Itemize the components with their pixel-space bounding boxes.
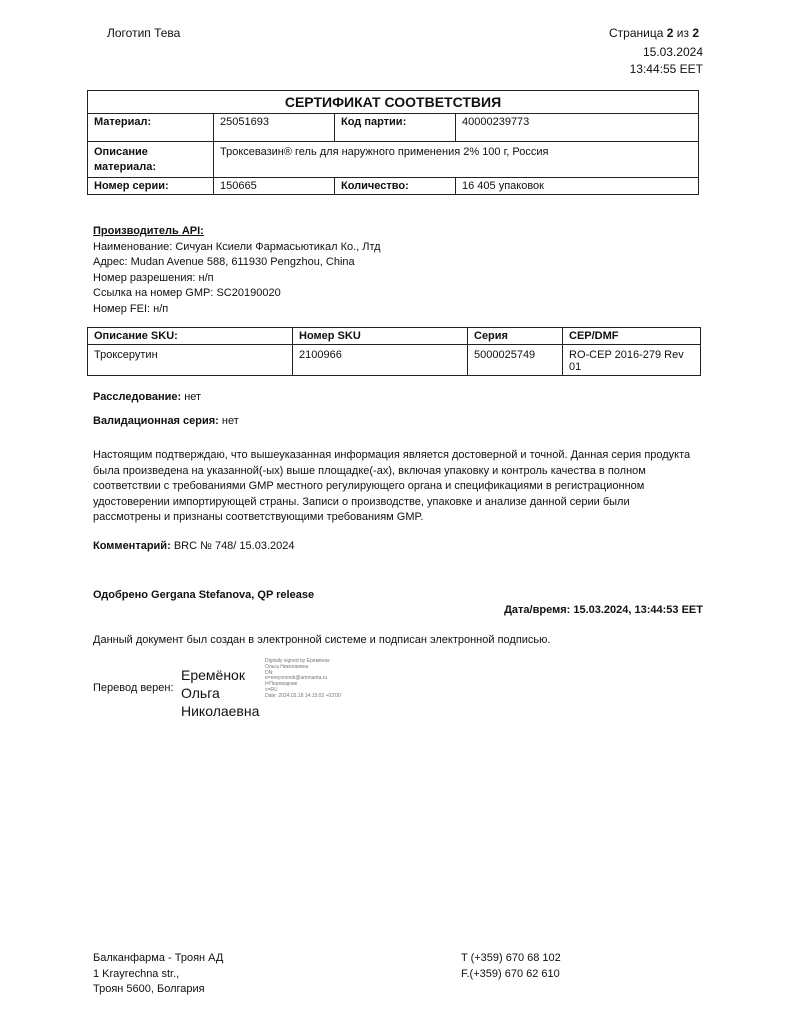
series-label: Номер серии:	[88, 178, 214, 195]
translator-patronymic: Николаевна	[181, 703, 260, 719]
batch-code-value: 40000239773	[456, 114, 699, 142]
sku-header-number: Номер SKU	[293, 328, 468, 345]
investigation-value: нет	[184, 391, 202, 403]
investigation-line	[93, 391, 201, 403]
api-producer-heading: Производитель API:	[93, 225, 204, 237]
sku-header-cep: CEP/DMF	[563, 328, 701, 345]
footer-contacts	[461, 951, 561, 982]
api-producer-name: Наименование: Сичуан Ксиели Фармасьютикал Ко., Лтд	[93, 240, 381, 253]
quantity-value: 16 405 упаковок	[456, 178, 699, 195]
electronic-note: Данный документ был создан в электронной системе и подписан электронной подписью.	[93, 634, 551, 646]
validation-line	[93, 415, 239, 427]
batch-code-label: Код партии:	[335, 114, 456, 142]
comment-line	[93, 540, 294, 552]
footer-city: Троян 5600, Болгария	[93, 983, 205, 995]
translation-label: Перевод верен:	[93, 682, 174, 694]
api-permit-number: Номер разрешения: н/п	[93, 271, 214, 284]
statement-paragraph: Настоящим подтверждаю, что вышеуказанная информация является достоверной и точной. Данная серия продукта была произведена на указанной(-ых) выше площадке(-ах), включая упаковку и контроль качества в полном соответствии с требованиями GMP местного регулирующего органа и спецификациями в регистрационном удостоверении импортирующей страны. Записи о производстве, упаковке и анализе данной серии были рассмотрены и признаны соответствующими требованиям GMP.	[93, 449, 691, 523]
footer-phone: T (+359) 670 68 102	[461, 952, 561, 964]
page-number	[609, 26, 699, 40]
sku-header-description: Описание SKU:	[88, 328, 293, 345]
digital-signature-details: Digitally signed by Еремёнок Ольга Николаевна DN: e=ereyomnok@ammanta.ru t=Переводчик c=RU Date: 2024.03.18 14:15:02 +03'00'	[265, 658, 342, 699]
material-label: Материал:	[88, 114, 214, 142]
validation-label: Валидационная серия:	[93, 415, 219, 427]
sku-cep: RO-CEP 2016-279 Rev 01	[563, 345, 701, 376]
comment-label: Комментарий:	[93, 540, 171, 552]
series-value: 150665	[214, 178, 335, 195]
description-value: Троксевазин® гель для наружного применения 2% 100 г, Россия	[214, 142, 699, 178]
certificate-title: СЕРТИФИКАТ СООТВЕТСТВИЯ	[88, 91, 699, 114]
quantity-label: Количество:	[335, 178, 456, 195]
certificate-table	[87, 90, 699, 195]
translator-first-name: Ольга	[181, 685, 220, 701]
validation-value: нет	[221, 415, 239, 427]
translator-surname: Еремёнок	[181, 667, 245, 683]
header-date: 15.03.2024	[642, 45, 703, 59]
page-total: 2	[692, 26, 699, 40]
footer-company: Балканфарма - Троян АД	[93, 952, 224, 964]
approved-by: Одобрено Gergana Stefanova, QP release	[93, 589, 315, 601]
comment-value: BRC № 748/ 15.03.2024	[173, 540, 295, 552]
api-gmp-reference: Ссылка на номер GMP: SC20190020	[93, 287, 281, 299]
api-producer-section	[93, 224, 693, 317]
footer-address	[93, 951, 223, 998]
footer-street: 1 Krayrechna str.,	[93, 967, 180, 980]
page-of: из	[676, 26, 689, 40]
sku-table	[87, 327, 701, 376]
material-value: 25051693	[214, 114, 335, 142]
page-label: Страница	[608, 26, 664, 40]
footer-fax: F.(+359) 670 62 610	[461, 967, 560, 980]
page-current: 2	[666, 26, 674, 40]
sku-description: Троксерутин	[88, 345, 293, 376]
translator-name	[181, 666, 259, 720]
sku-number: 2100966	[293, 345, 468, 376]
api-producer-address: Адрес: Mudan Avenue 588, 611930 Pengzhou, China	[93, 256, 355, 268]
approval-datetime: Дата/время: 15.03.2024, 13:44:53 EET	[504, 604, 703, 616]
investigation-label: Расследование:	[93, 391, 182, 403]
sku-series: 5000025749	[468, 345, 563, 376]
header-time: 13:44:55 EET	[629, 62, 703, 76]
description-label: Описание материала:	[88, 142, 214, 178]
sku-header-series: Серия	[468, 328, 563, 345]
api-fei-number: Номер FEI: н/п	[93, 302, 169, 315]
logo-placeholder: Логотип Тева	[107, 26, 181, 40]
